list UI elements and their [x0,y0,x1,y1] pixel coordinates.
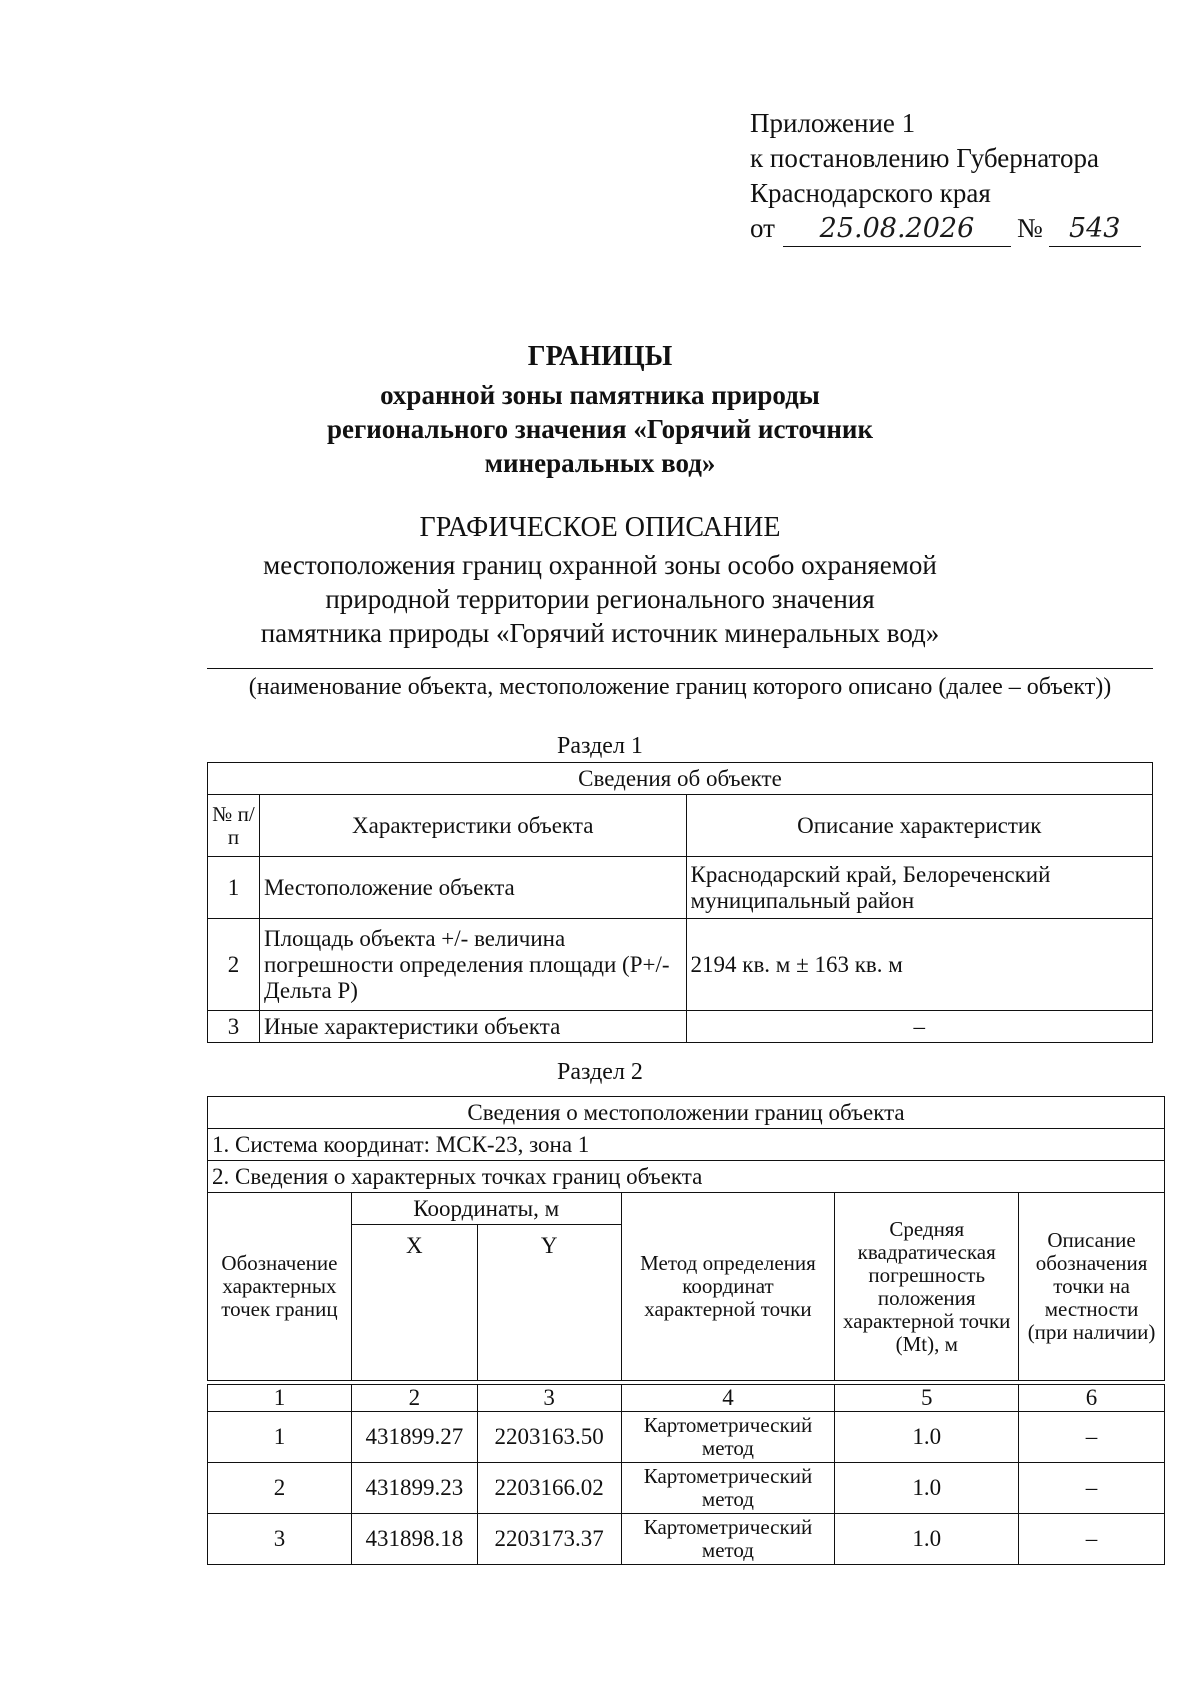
col-number: 4 [621,1385,835,1412]
column-number-row [208,1385,1165,1412]
document-title: ГРАНИЦЫ [527,341,673,372]
point-y: 2203166.02 [477,1463,621,1514]
row-description: Краснодарский край, Белореченский муниципальный район [686,857,1152,919]
header-designation: Обозначение характерных точек границ [208,1193,352,1381]
from-label: от [750,213,775,243]
annex-date-row [750,211,1141,247]
point-id: 3 [208,1514,352,1565]
row-description: – [686,1011,1152,1043]
table-row [208,1412,1165,1463]
point-method: Картометрический метод [621,1463,835,1514]
name-underline [207,668,1153,669]
table-row [208,919,1153,1011]
row-num: 2 [208,919,260,1011]
point-y: 2203173.37 [477,1514,621,1565]
header-error: Средняя квадратическая погрешность положения характерной точки (Mt), м [835,1193,1019,1381]
point-y: 2203163.50 [477,1412,621,1463]
document-subtitle [0,378,1200,480]
points-title-row: 2. Сведения о характерных точках границ объекта [208,1161,1165,1193]
graphic-description-title: ГРАФИЧЕСКОЕ ОПИСАНИЕ [419,512,781,543]
coord-system-row: 1. Система координат: МСК-23, зона 1 [208,1129,1165,1161]
graphic-line-2: природной территории регионального значения [325,584,875,614]
point-x: 431899.27 [351,1412,477,1463]
header-characteristic: Характеристики объекта [259,795,686,857]
col-number: 2 [351,1385,477,1412]
point-description: – [1019,1514,1165,1565]
point-description: – [1019,1463,1165,1514]
header-x: X [351,1225,477,1381]
point-error: 1.0 [835,1463,1019,1514]
header-description: Описание характеристик [686,795,1152,857]
point-error: 1.0 [835,1412,1019,1463]
point-id: 2 [208,1463,352,1514]
row-description: 2194 кв. м ± 163 кв. м [686,919,1152,1011]
header-coordinates: Координаты, м [351,1193,621,1225]
point-method: Картометрический метод [621,1412,835,1463]
handwritten-number: 543 [1049,211,1141,247]
table-row [208,857,1153,919]
coordinates-table [207,1096,1165,1565]
table-row [208,1011,1153,1043]
row-characteristic: Иные характеристики объекта [259,1011,686,1043]
point-error: 1.0 [835,1514,1019,1565]
header-method: Метод определения координат характерной точки [621,1193,835,1381]
header-num: № п/п [208,795,260,857]
annex-line-3: Краснодарского края [750,178,991,208]
point-x: 431899.23 [351,1463,477,1514]
col-number: 6 [1019,1385,1165,1412]
section-2-label: Раздел 2 [557,1059,643,1085]
annex-line-1: Приложение 1 [750,108,916,138]
subtitle-line-1: охранной зоны памятника природы [380,380,820,410]
col-number: 5 [835,1385,1019,1412]
point-id: 1 [208,1412,352,1463]
point-x: 431898.18 [351,1514,477,1565]
col-number: 3 [477,1385,621,1412]
row-characteristic: Площадь объекта +/- величина погрешности определения площади (P+/- Дельта P) [259,919,686,1011]
header-point-description: Описание обозначения точки на местности (при наличии) [1019,1193,1165,1381]
annex-line-2: к постановлению Губернатора [750,143,1099,173]
subtitle-line-2: регионального значения «Горячий источник [326,414,874,444]
number-label: № [1016,213,1043,243]
header-y: Y [477,1225,621,1381]
row-characteristic: Местоположение объекта [259,857,686,919]
handwritten-date: 25.08.2026 [783,211,1011,247]
table-row [208,1514,1165,1565]
point-description: – [1019,1412,1165,1463]
section-1-label: Раздел 1 [557,733,643,759]
point-method: Картометрический метод [621,1514,835,1565]
section-1-table-title: Сведения об объекте [208,763,1153,795]
row-num: 1 [208,857,260,919]
subtitle-line-3: минеральных вод» [484,448,716,478]
graphic-line-3: памятника природы «Горячий источник минеральных вод» [260,618,940,648]
table-row [208,1463,1165,1514]
col-number: 1 [208,1385,352,1412]
object-info-table [207,762,1153,1043]
row-num: 3 [208,1011,260,1043]
section-2-table-title: Сведения о местоположении границ объекта [208,1097,1165,1129]
annex-block [750,106,1141,247]
name-caption: (наименование объекта, местоположение границ которого описано (далее – объект)) [248,674,1112,700]
graphic-description-text [0,548,1200,650]
graphic-line-1: местоположения границ охранной зоны особо охраняемой [263,550,937,580]
